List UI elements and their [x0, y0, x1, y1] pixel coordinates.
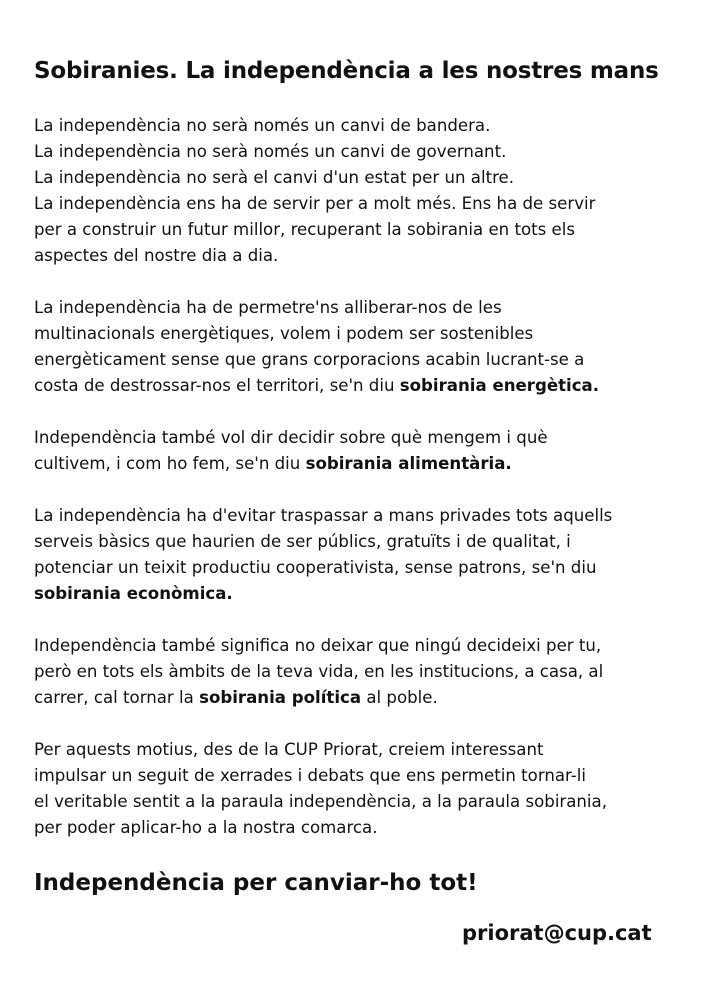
text-line: La independència no serà només un canvi de governant. [34, 142, 507, 161]
text-line: per a construir un futur millor, recuperant la sobirania en tots els [34, 220, 576, 239]
text-line: La independència no serà el canvi d'un estat per un altre. [34, 168, 515, 187]
text-segment: al poble. [361, 688, 438, 707]
bold-term: sobirania energètica. [399, 376, 600, 395]
paragraph [34, 113, 684, 269]
text-line: però en tots els àmbits de la teva vida, en les institucions, a casa, al [34, 662, 604, 681]
closing-slogan: Independència per canviar-ho tot! [34, 870, 478, 896]
document-body [34, 113, 684, 867]
text-line: multinacionals energètiques, volem i podem ser sostenibles [34, 324, 534, 343]
text-line: Per aquests motius, des de la CUP Priorat, creiem interessant [34, 740, 544, 759]
text-line: La independència no serà només un canvi de bandera. [34, 116, 491, 135]
text-line: energèticament sense que grans corporacions acabin lucrant-se a [34, 350, 585, 369]
text-line [34, 581, 684, 607]
text-line: La independència ens ha de servir per a molt més. Ens ha de servir [34, 194, 596, 213]
text-line: potenciar un teixit productiu cooperativista, sense patrons, se'n diu [34, 558, 597, 577]
text-line [34, 373, 684, 399]
text-line [34, 685, 684, 711]
text-line: La independència ha d'evitar traspassar a mans privades tots aquells [34, 506, 613, 525]
bold-term: sobirania política [199, 688, 362, 707]
text-line: per poder aplicar-ho a la nostra comarca. [34, 818, 378, 837]
paragraph [34, 425, 684, 477]
text-line: el veritable sentit a la paraula independència, a la paraula sobirania, [34, 792, 607, 811]
text-line: Independència també vol dir decidir sobre què mengem i què [34, 428, 548, 447]
paragraph [34, 503, 684, 607]
text-segment: cultivem, i com ho fem, se'n diu [34, 454, 306, 473]
paragraph [34, 633, 684, 711]
text-line: La independència ha de permetre'ns alliberar-nos de les [34, 298, 502, 317]
bold-term: sobirania alimentària. [305, 454, 512, 473]
paragraph [34, 295, 684, 399]
text-segment: carrer, cal tornar la [34, 688, 200, 707]
text-line: impulsar un seguit de xerrades i debats que ens permetin tornar-li [34, 766, 587, 785]
text-line: serveis bàsics que haurien de ser públics, gratuïts i de qualitat, i [34, 532, 571, 551]
document-title: Sobiranies. La independència a les nostres mans [34, 58, 659, 84]
text-line [34, 451, 684, 477]
text-line: Independència també significa no deixar que ningú decideixi per tu, [34, 636, 602, 655]
text-segment: costa de destrossar-nos el territori, se'n diu [34, 376, 400, 395]
text-line: aspectes del nostre dia a dia. [34, 246, 279, 265]
contact-email: priorat@cup.cat [462, 921, 652, 945]
paragraph [34, 737, 684, 841]
bold-term: sobirania econòmica. [34, 584, 233, 603]
